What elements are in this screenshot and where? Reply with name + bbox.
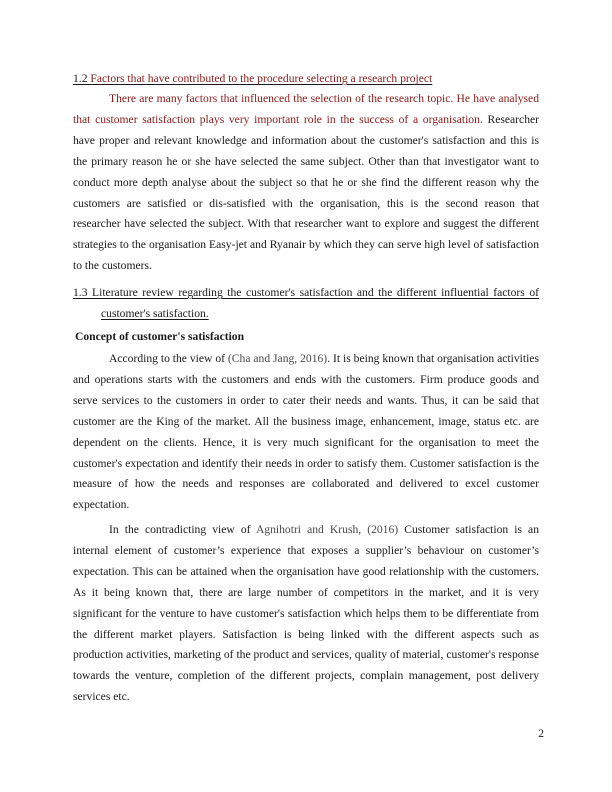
paragraph-2-body: . It is being known that organisation activities and operations starts with the customers and ends with the customers. Firm produce goods and serve services to the customers in order to cater their needs and wants. Thus, it can be said that customer are the King of the market. All the business image, enhancement, image, status etc. are dependent on the clients. Hence, it is very much significant for the organisation to meet the customer's expectation and identify their needs in order to satisfy them. Customer satisfaction is the measure of how the needs and responses are collaborated and delivered to excel customer expectation. — [73, 352, 539, 512]
paragraph-2 — [73, 349, 539, 516]
paragraph-2-text — [73, 349, 539, 516]
section-1-2-body-text: Researcher have proper and relevant knowledge and information about the customer's satisfaction and this is the primary reason he or she have selected the same subject. Other than that investigator want to conduct more depth analyse about the subject so that he or she find the different reason why the customers are satisfied or dis-satisfied with the organisation, this is the second reason that researcher have selected the subject. With that researcher want to explore and suggest the different strategies to the organisation Easy-jet and Ryanair by which they can serve high level of satisfaction to the customers. — [73, 112, 539, 273]
paragraph-3-body: Customer satisfaction is an internal element of customer’s experience that exposes a supplier’s behaviour on customer’s expectation. This can be attained when the organisation have good relationship with the customers. As it being known that, there are large number of competitors in the market, and it is very significant for the venture to have customer's satisfaction which helps them to be differentiate from the different market players. Satisfaction is being linked with the different aspects such as production activities, marketing of the product and services, quality of material, customer's response towards the venture, completion of the different projects, complain management, post delivery services etc. — [73, 523, 540, 704]
section-1-2-heading — [73, 69, 539, 89]
paragraph-3-citation: Agnihotri and Krush, (2016) — [255, 523, 399, 536]
paragraph-2-lead: According to the view of — [109, 352, 225, 365]
section-1-3 — [73, 283, 539, 347]
paragraph-3-lead: In the contradicting view of — [109, 523, 251, 536]
section-1-3-number: 1.3 — [73, 286, 88, 299]
section-1-2-number: 1.2 — [73, 72, 88, 85]
page-number: 2 — [538, 727, 544, 740]
section-1-2-title: Factors that have contributed to the procedure selecting a research project — [90, 72, 433, 85]
section-1-2-red-text: There are many factors that influenced the selection of the research topic. He have analysed that customer satisfaction plays very important role in the success of a organisation. — [73, 92, 539, 126]
section-1-3-heading — [73, 283, 539, 324]
subheading: Concept of customer's satisfaction — [75, 330, 245, 343]
section-1-3-title: Literature review regarding the customer's satisfaction and the different influential factors of customer's satisfaction. — [92, 286, 539, 320]
paragraph-3 — [73, 520, 539, 708]
section-1-2 — [73, 69, 539, 277]
section-1-2-paragraph — [73, 89, 539, 277]
paragraph-2-citation: (Cha and Jang, 2016) — [227, 352, 328, 365]
paragraph-3-text — [73, 520, 539, 708]
